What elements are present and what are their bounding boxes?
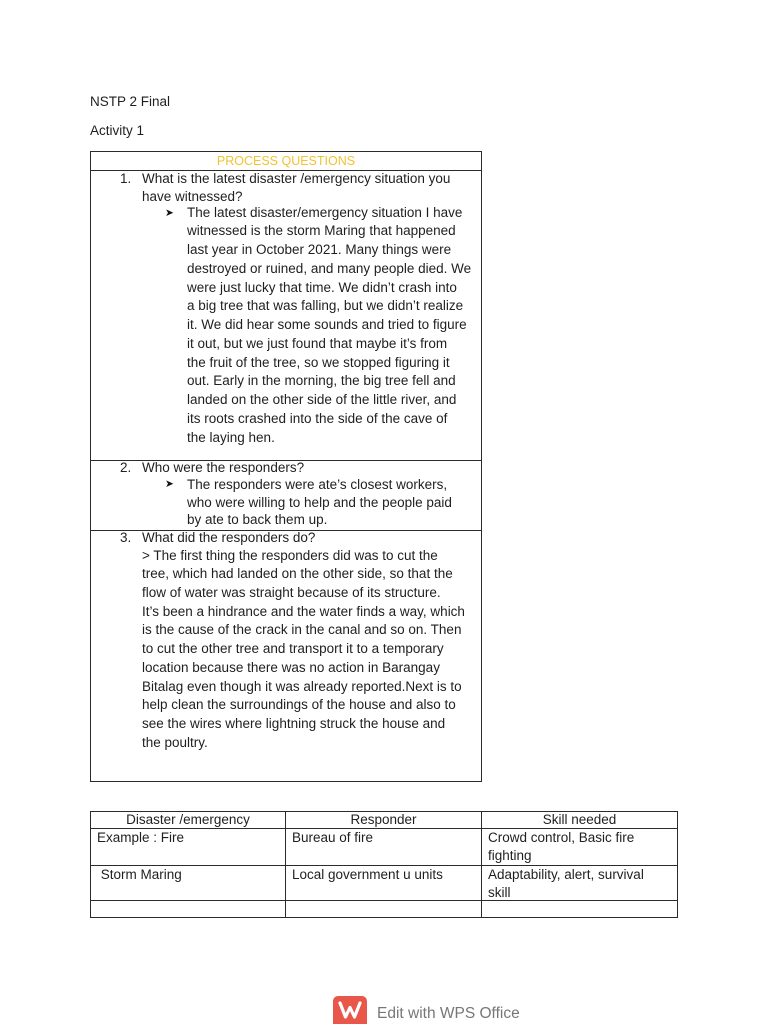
edit-with-wps-banner[interactable] [333, 996, 523, 1024]
answer-line: > The first thing the responders did was to cut the [142, 547, 438, 563]
answer-line: The responders were ate’s closest workers, [187, 477, 448, 493]
question-line: What did the responders do? [142, 529, 316, 545]
disaster-responder-table [90, 811, 678, 918]
table-cell-empty [482, 901, 678, 918]
answer-line: the laying hen. [187, 429, 275, 445]
cell-line: Bureau of fire [292, 830, 374, 845]
question-line: have witnessed? [142, 188, 243, 204]
answer-text [187, 204, 471, 448]
answer-line: It’s been a hindrance and the water finds a way, which [142, 603, 465, 619]
answer-line: destroyed or ruined, and many people died. We [187, 260, 472, 276]
answer-line: were just lucky that time. We didn’t crash into [187, 279, 457, 295]
cell-line: skill [488, 884, 511, 900]
answer-line: tree, which had landed on the other side, so that the [142, 566, 453, 582]
question-number: 1. [120, 171, 132, 186]
table-cell-disaster [91, 866, 286, 901]
answer-line: witnessed is the storm Maring that happened [187, 223, 456, 239]
table-header-row [91, 152, 481, 170]
bullet-arrow-icon: ➤ [165, 206, 174, 219]
answer-text [142, 547, 465, 753]
answer-line: is the cause of the crack in the canal and so on. Then [142, 622, 462, 638]
answer-line: last year in October 2021. Many things were [187, 242, 452, 258]
table-cell-skill [482, 829, 678, 866]
answer-line: see the wires where lightning struck the house and [142, 715, 446, 731]
wps-office-logo-icon [333, 996, 367, 1024]
wps-banner-text: Edit with WPS Office [377, 1005, 520, 1022]
activity-heading: Activity 1 [90, 123, 145, 138]
answer-line: out. Early in the morning, the big tree fell and [187, 373, 456, 389]
bullet-arrow-icon: ➤ [165, 478, 174, 491]
table-cell-responder [286, 866, 482, 901]
question-line: What is the latest disaster /emergency situation you [142, 171, 451, 186]
answer-line: the fruit of the tree, so we stopped figuring it [187, 354, 450, 370]
answer-line: who were willing to help and the people paid [187, 494, 452, 510]
process-questions-table [90, 151, 482, 782]
cell-line: Local government u units [292, 867, 443, 882]
answer-line: help clean the surroundings of the house and also to [142, 697, 456, 713]
document-title: NSTP 2 Final [90, 94, 171, 109]
answer-line: the poultry. [142, 734, 208, 750]
answer-line: a big tree that was falling, but we didn’t realize [187, 298, 464, 314]
answer-line: to cut the other tree and transport it to a temporary [142, 641, 444, 657]
question-line: Who were the responders? [142, 460, 305, 475]
cell-line: Crowd control, Basic fire [488, 830, 635, 845]
column-header-skill: Skill needed [482, 812, 678, 829]
question-row-3 [91, 530, 481, 781]
answer-line: by ate to back them up. [187, 512, 328, 528]
question-text [142, 459, 304, 476]
column-header-responder: Responder [286, 812, 482, 829]
question-text [142, 529, 315, 546]
answer-line: location because there was no action in Barangay [142, 659, 440, 675]
question-number: 3. [120, 529, 132, 545]
answer-text [187, 476, 452, 529]
question-row-2 [91, 460, 481, 530]
table-cell-empty [91, 901, 286, 918]
answer-line: Bitalag even though it was already reported.Next is to [142, 678, 462, 694]
cell-line: Adaptability, alert, survival [488, 867, 644, 882]
table-cell-disaster [91, 829, 286, 866]
answer-line: it out, but we just found that maybe it’s from [187, 335, 448, 351]
question-row-1 [91, 170, 481, 460]
table-cell-responder [286, 829, 482, 866]
table-cell-empty [286, 901, 482, 918]
table-cell-skill [482, 866, 678, 901]
question-text [142, 170, 450, 205]
answer-line: its roots crashed into the side of the cave of [187, 410, 448, 426]
column-header-disaster: Disaster /emergency [91, 812, 286, 829]
cell-line: Example : Fire [97, 830, 185, 845]
cell-line: fighting [488, 847, 532, 863]
process-questions-header: PROCESS QUESTIONS [216, 154, 356, 168]
answer-line: flow of water was straight because of its structure. [142, 585, 441, 601]
answer-line: landed on the other side of the little river, and [187, 392, 457, 408]
answer-line: The latest disaster/emergency situation I have [187, 204, 463, 220]
answer-line: it. We did hear some sounds and tried to figure [187, 317, 467, 333]
cell-line: Storm Maring [97, 867, 182, 882]
question-number: 2. [120, 460, 132, 475]
